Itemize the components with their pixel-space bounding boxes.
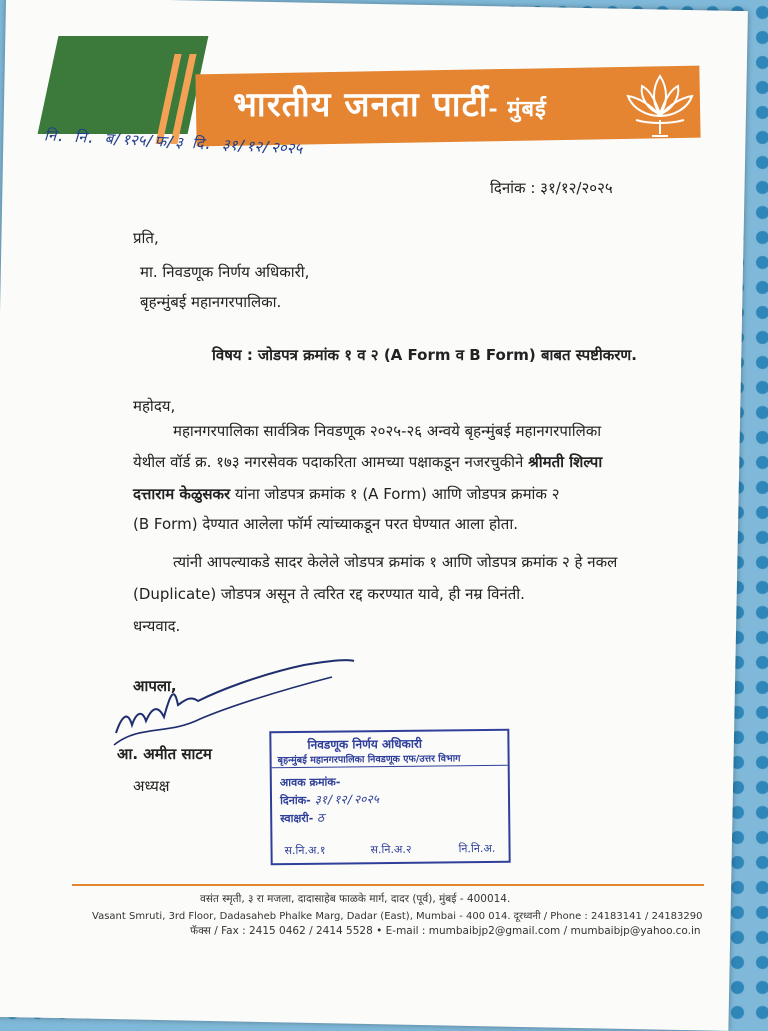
footer-divider (72, 884, 704, 886)
letter-date: दिनांक : ३१/१२/२०२५ (490, 179, 613, 197)
footer-address-marathi: वसंत स्मृती, ३ रा मजला, दादासाहेब फाळके मार्ग, दादर (पूर्व), मुंबई - 400014. (200, 893, 511, 905)
stamp-date-row (280, 790, 379, 808)
reference-number: नि. नि. ब/१२५/फ/३ दि. ३१/१२/२०२५ (43, 126, 303, 158)
stamp-title: निवडणूक निर्णय अधिकारी (307, 736, 423, 752)
para2-line-2: (Duplicate) जोडपत्र असून ते त्वरित रद्द करण्यात यावे, ही नम्र विनंती. (133, 585, 525, 603)
para2-line-1: त्यांनी आपल्याकडे सादर केलेले जोडपत्र क्रमांक १ आणि जोडपत्र क्रमांक २ हे नकल (173, 553, 618, 571)
para1-line-2-text: येथील वॉर्ड क्र. १७३ नगरसेवक पदाकरिता आमच्या पक्षाकडून नजरचुकीने (133, 453, 529, 471)
para1-line-4: (B Form) देण्यात आलेला फॉर्म त्यांच्याकडून परत घेण्यात आला होता. (133, 515, 518, 533)
stamp-footer-1: स.नि.अ.१ (284, 843, 326, 858)
candidate-name-part2: दत्ताराम केळुसकर (133, 485, 231, 503)
stamp-sign-row (280, 809, 324, 826)
stamp-footer-2: स.नि.अ.२ (370, 842, 412, 857)
recipient-prefix: प्रति, (133, 229, 159, 247)
stamp-sign-label: स्वाक्षरी- (280, 811, 314, 826)
stamp-sign-value: ठ (317, 810, 325, 825)
recipient-line-1: मा. निवडणूक निर्णय अधिकारी, (140, 263, 310, 281)
salutation: महोदय, (133, 397, 176, 415)
lotus-logo-icon (622, 70, 698, 144)
footer-contact: फॅक्स / Fax : 2415 0462 / 2414 5528 • E-mail : mumbaibjp2@gmail.com / mumbaibjp@yahoo.co.in (190, 925, 701, 937)
para1-line-3-text: यांना जोडपत्र क्रमांक १ (A Form) आणि जोडपत्र क्रमांक २ (230, 485, 560, 503)
thanks-text: धन्यवाद. (133, 617, 181, 635)
stamp-date-value: ३१/१२/२०२५ (314, 792, 379, 807)
footer-address-english: Vasant Smruti, 3rd Floor, Dadasaheb Phalke Marg, Dadar (East), Mumbai - 400 014. दूरध्वनी / Phone : 24183141 / 24183290 (92, 911, 703, 922)
party-name (233, 80, 547, 126)
candidate-name-part1: श्रीमती शिल्पा (528, 453, 603, 471)
stamp-footer-3: नि.नि.अ. (458, 841, 496, 856)
para1-line-3 (133, 484, 560, 504)
subject-line: विषय : जोडपत्र क्रमांक १ व २ (A Form व B Form) बाबत स्पष्टीकरण. (212, 346, 637, 364)
para1-line-1: महानगरपालिका सार्वत्रिक निवडणूक २०२५-२६ अन्वये बृहन्मुंबई महानगरपालिका (173, 422, 602, 440)
signatory-name: आ. अमीत साटम (117, 745, 212, 763)
party-name-main: भारतीय जनता पार्टी (233, 85, 489, 125)
stamp-inward-label: आवक क्रमांक- (279, 775, 341, 790)
closing-text: आपला, (133, 677, 177, 695)
signatory-title: अध्यक्ष (133, 777, 170, 795)
party-name-suffix: - मुंबई (488, 96, 547, 122)
para1-line-2 (133, 452, 602, 472)
stamp-date-label: दिनांक- (279, 793, 311, 808)
stamp-subtitle: बृहन्मुंबई महानगरपालिका निवडणूक एफ/उत्तर विभाग (277, 753, 461, 767)
recipient-line-2: बृहन्मुंबई महानगरपालिका. (140, 293, 282, 311)
office-stamp (269, 729, 510, 866)
